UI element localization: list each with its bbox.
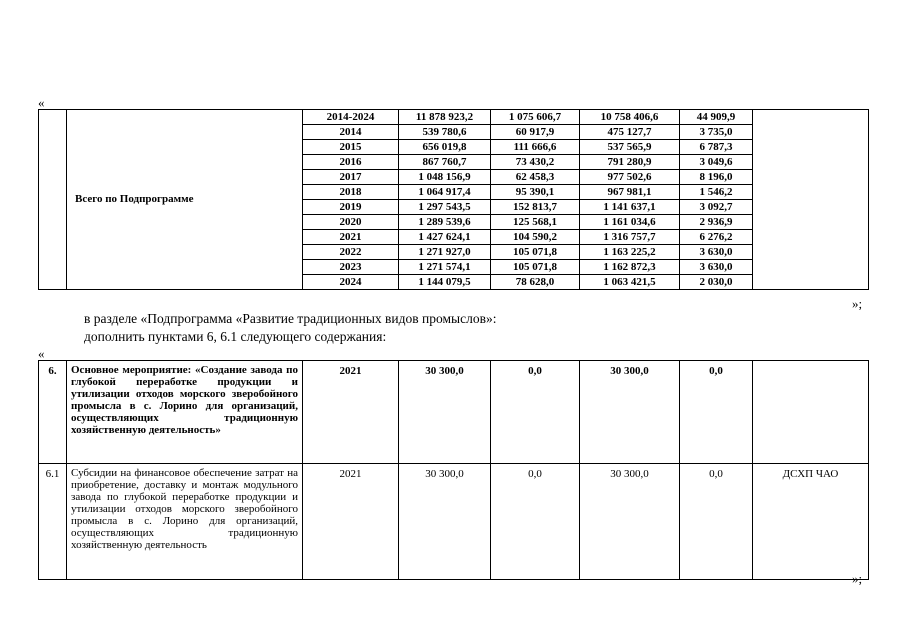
total-cell: 11 878 923,2	[399, 110, 491, 125]
total-cell: 1 144 079,5	[399, 275, 491, 290]
period-cell: 2022	[303, 245, 399, 260]
total-cell: 1 297 543,5	[399, 200, 491, 215]
other-cell: 6 787,3	[680, 140, 753, 155]
federal-cell: 125 568,1	[491, 215, 580, 230]
total-cell: 867 760,7	[399, 155, 491, 170]
federal-cell: 60 917,9	[491, 125, 580, 140]
item-executor: ДСХП ЧАО	[753, 464, 869, 580]
table-row	[39, 361, 869, 464]
item-federal: 0,0	[491, 464, 580, 580]
total-cell: 656 019,8	[399, 140, 491, 155]
period-cell: 2015	[303, 140, 399, 155]
regional-cell: 967 981,1	[580, 185, 680, 200]
period-cell: 2014-2024	[303, 110, 399, 125]
federal-cell: 73 430,2	[491, 155, 580, 170]
table-row	[39, 464, 869, 580]
item-regional: 30 300,0	[580, 464, 680, 580]
period-cell: 2019	[303, 200, 399, 215]
other-cell: 3 735,0	[680, 125, 753, 140]
period-cell: 2024	[303, 275, 399, 290]
item-year: 2021	[303, 361, 399, 464]
regional-cell: 475 127,7	[580, 125, 680, 140]
federal-cell: 78 628,0	[491, 275, 580, 290]
other-cell: 6 276,2	[680, 230, 753, 245]
item-description: Субсидии на финансовое обеспечение затрат на приобретение, доставку и монтаж модульного завода по глубокой переработке продукции и утилизации отходов морского зверобойного промысла в с. Лорино для организаций, осуществляющих традиционную хозяйственную деятельность	[67, 464, 303, 580]
total-cell: 1 427 624,1	[399, 230, 491, 245]
period-cell: 2014	[303, 125, 399, 140]
items-table	[38, 360, 869, 580]
regional-cell: 1 162 872,3	[580, 260, 680, 275]
other-cell: 3 630,0	[680, 260, 753, 275]
total-cell: 1 048 156,9	[399, 170, 491, 185]
other-cell: 8 196,0	[680, 170, 753, 185]
other-cell: 3 092,7	[680, 200, 753, 215]
closing-quote: »;	[852, 296, 863, 311]
total-cell: 539 780,6	[399, 125, 491, 140]
item-federal: 0,0	[491, 361, 580, 464]
other-cell: 3 630,0	[680, 245, 753, 260]
period-cell: 2018	[303, 185, 399, 200]
federal-cell: 105 071,8	[491, 260, 580, 275]
other-cell: 1 546,2	[680, 185, 753, 200]
other-cell: 2 030,0	[680, 275, 753, 290]
item-total: 30 300,0	[399, 361, 491, 464]
total-cell: 1 271 574,1	[399, 260, 491, 275]
item-number: 6.	[39, 361, 67, 464]
closing-quote: »;	[852, 571, 863, 586]
subprogram-total-table	[38, 109, 869, 290]
period-cell: 2017	[303, 170, 399, 185]
period-cell: 2021	[303, 230, 399, 245]
item-regional: 30 300,0	[580, 361, 680, 464]
empty-number-cell	[39, 110, 67, 290]
item-description: Основное мероприятие: «Создание завода по глубокой переработке продукции и утилизации отходов морского зверобойного промысла в с. Лорино для организаций, осуществляющих традиционную хозяйственную деятельность»	[67, 361, 303, 464]
other-cell: 44 909,9	[680, 110, 753, 125]
total-cell: 1 289 539,6	[399, 215, 491, 230]
item-other: 0,0	[680, 361, 753, 464]
item-executor	[753, 361, 869, 464]
item-other: 0,0	[680, 464, 753, 580]
addition-paragraph: дополнить пунктами 6, 6.1 следующего содержания:	[84, 329, 387, 344]
regional-cell: 1 316 757,7	[580, 230, 680, 245]
regional-cell: 10 758 406,6	[580, 110, 680, 125]
regional-cell: 977 502,6	[580, 170, 680, 185]
federal-cell: 152 813,7	[491, 200, 580, 215]
regional-cell: 1 141 637,1	[580, 200, 680, 215]
regional-cell: 1 063 421,5	[580, 275, 680, 290]
item-number: 6.1	[39, 464, 67, 580]
regional-cell: 537 565,9	[580, 140, 680, 155]
table-row	[39, 110, 869, 125]
federal-cell: 62 458,3	[491, 170, 580, 185]
federal-cell: 95 390,1	[491, 185, 580, 200]
federal-cell: 1 075 606,7	[491, 110, 580, 125]
total-cell: 1 064 917,4	[399, 185, 491, 200]
period-cell: 2023	[303, 260, 399, 275]
federal-cell: 104 590,2	[491, 230, 580, 245]
section-paragraph: в разделе «Подпрограмма «Развитие традиционных видов промыслов»:	[84, 311, 497, 326]
opening-quote: «	[38, 346, 45, 361]
federal-cell: 111 666,6	[491, 140, 580, 155]
federal-cell: 105 071,8	[491, 245, 580, 260]
regional-cell: 1 161 034,6	[580, 215, 680, 230]
other-cell: 3 049,6	[680, 155, 753, 170]
executor-cell	[753, 110, 869, 290]
period-cell: 2020	[303, 215, 399, 230]
item-year: 2021	[303, 464, 399, 580]
regional-cell: 791 280,9	[580, 155, 680, 170]
total-cell: 1 271 927,0	[399, 245, 491, 260]
other-cell: 2 936,9	[680, 215, 753, 230]
subprogram-total-label: Всего по Подпрограмме	[67, 110, 303, 290]
regional-cell: 1 163 225,2	[580, 245, 680, 260]
opening-quote: «	[38, 95, 45, 110]
item-total: 30 300,0	[399, 464, 491, 580]
period-cell: 2016	[303, 155, 399, 170]
